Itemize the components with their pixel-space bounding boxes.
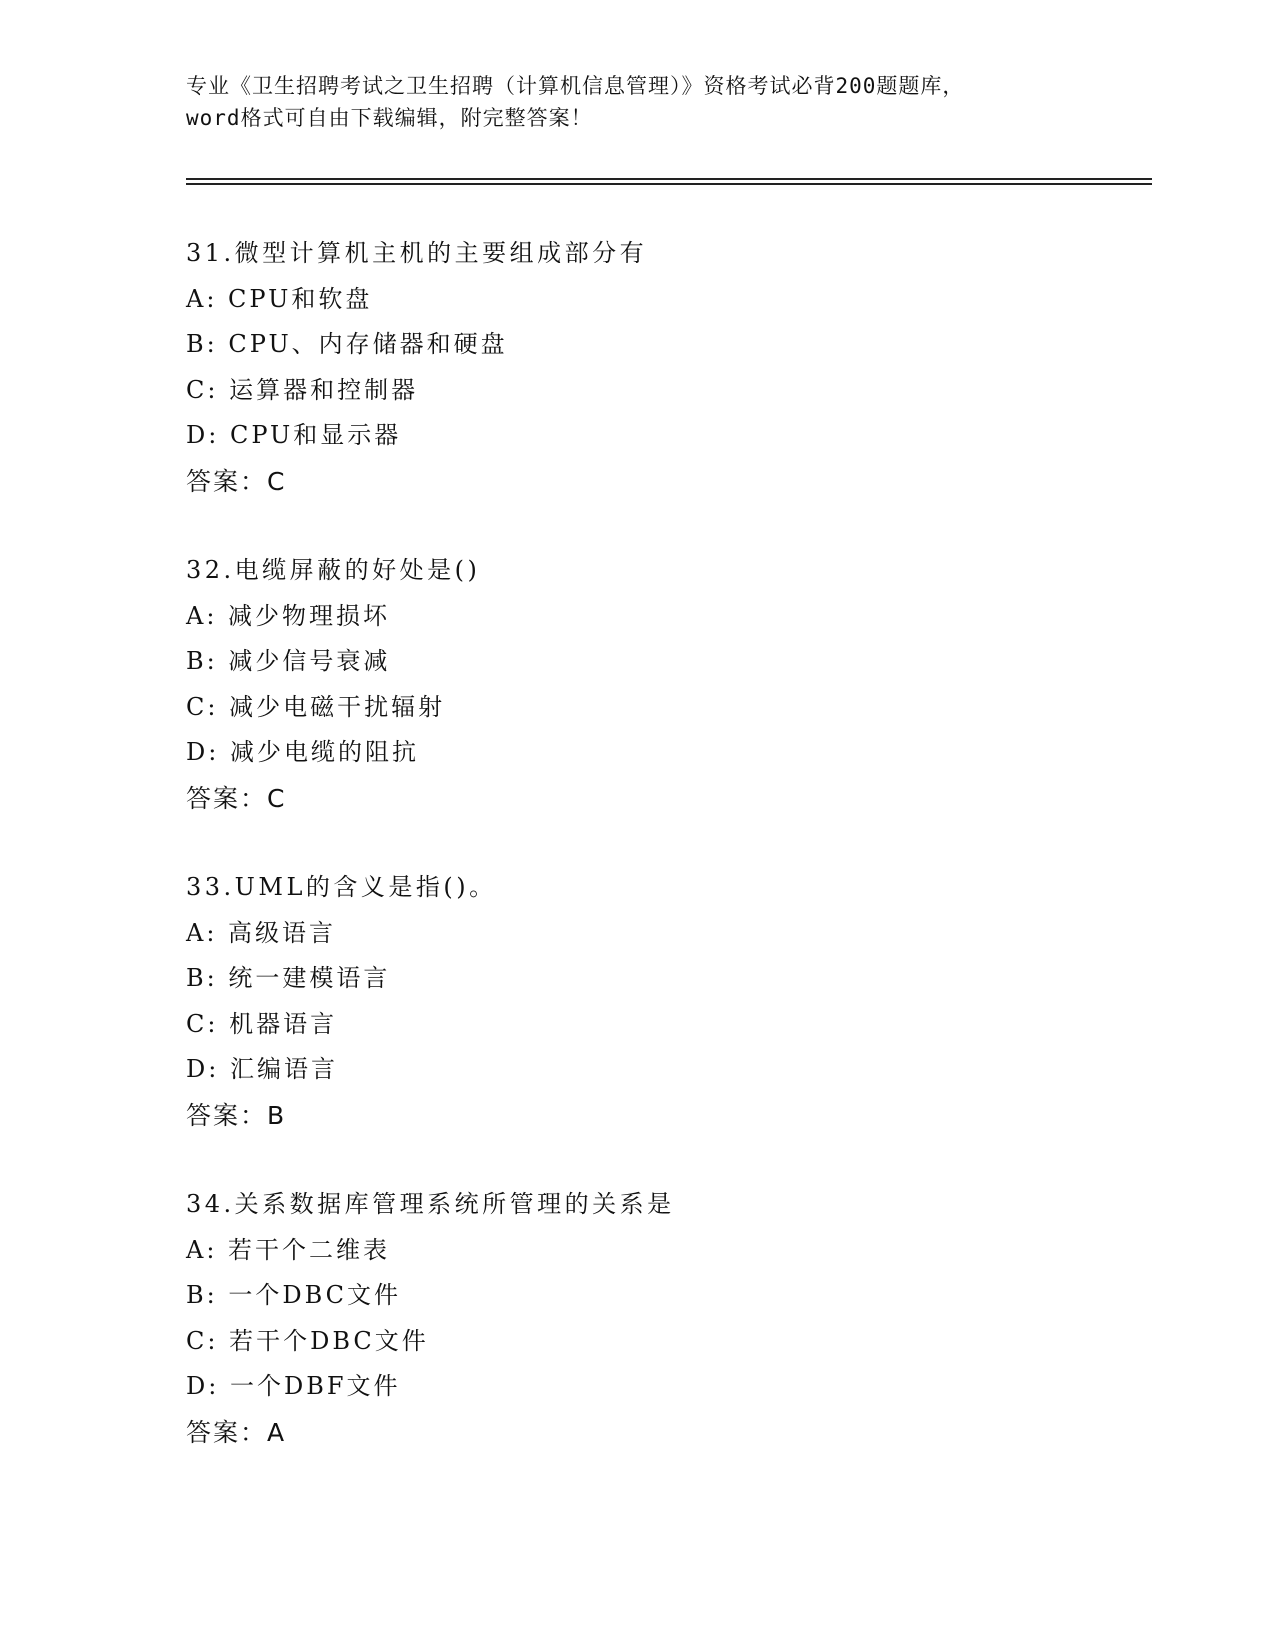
question-list [186,231,1086,1499]
option-c: C: 若干个DBC文件 [186,1326,429,1355]
option-c: C: 机器语言 [186,1009,338,1038]
option-c: C: 运算器和控制器 [186,375,419,404]
header-title-line-2: word格式可自由下载编辑，附完整答案！ [186,106,593,130]
option-b: B: 一个DBC文件 [186,1281,402,1309]
header-title-line-1: 专业《卫生招聘考试之卫生招聘（计算机信息管理）》资格考试必背200题题库， [186,74,965,98]
header-divider-bottom [186,183,1152,185]
option-d: D: CPU和显示器 [186,421,402,449]
option-b: B: 统一建模语言 [186,964,391,992]
option-a: A: CPU和软盘 [186,284,373,313]
answer-line: 答案：A [186,1417,287,1447]
answer-line: 答案：B [186,1100,287,1130]
question-34 [186,1182,1086,1455]
option-a: A: 高级语言 [186,918,337,947]
question-title: 34.关系数据库管理系统所管理的关系是 [186,1190,675,1218]
question-title: 32.电缆屏蔽的好处是() [186,556,481,584]
header-divider-top [186,178,1152,180]
answer-line: 答案：C [186,466,287,496]
option-d: D: 一个DBF文件 [186,1372,401,1400]
question-32 [186,548,1086,821]
option-b: B: 减少信号衰减 [186,647,391,675]
question-31 [186,231,1086,504]
option-b: B: CPU、内存储器和硬盘 [186,330,508,358]
question-title: 33.UML的含义是指()。 [186,873,497,901]
option-c: C: 减少电磁干扰辐射 [186,692,446,721]
document-header [186,70,1126,134]
question-title: 31.微型计算机主机的主要组成部分有 [186,239,648,267]
option-d: D: 减少电缆的阻抗 [186,738,419,766]
question-33 [186,865,1086,1138]
option-a: A: 减少物理损坏 [186,601,391,630]
answer-line: 答案：C [186,783,287,813]
option-d: D: 汇编语言 [186,1055,338,1083]
option-a: A: 若干个二维表 [186,1235,391,1264]
